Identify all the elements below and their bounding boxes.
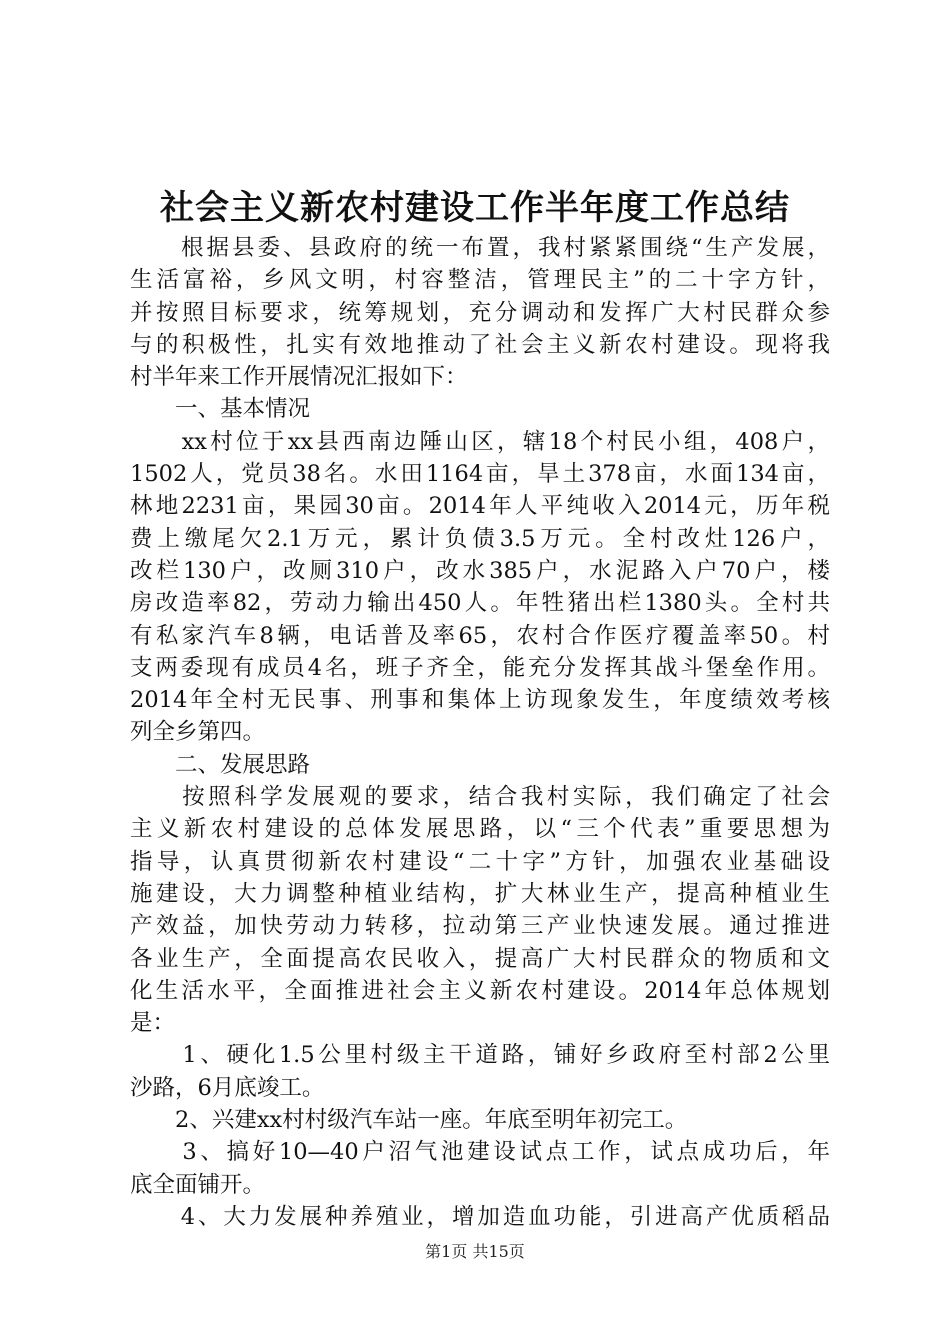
text-line: 根据县委、县政府的统一布置，我村紧紧围绕“生产发展， — [130, 235, 830, 261]
text-line: 并按照目标要求，统筹规划，充分调动和发挥广大村民群众参 — [130, 299, 830, 326]
page-footer: 第1页 共15页 — [425, 1242, 525, 1261]
text-line: 4、大力发展种养殖业，增加造血功能，引进高产优质稻品 — [130, 1203, 830, 1230]
text-line: 2、兴建xx村村级汽车站一座。年底至明年初完工。 — [130, 1107, 688, 1134]
text-line: 沙路，6月底竣工。 — [130, 1074, 325, 1101]
text-line: 施建设，大力调整种植业结构，扩大林业生产，提高种植业生 — [130, 880, 830, 907]
document-title: 社会主义新农村建设工作半年度工作总结 — [160, 188, 790, 228]
text-line: 生活富裕，乡风文明，村容整洁，管理民主”的二十字方针， — [130, 267, 830, 294]
text-line: 是： — [130, 1010, 176, 1037]
text-line: 各业生产，全面提高农民收入，提高广大村民群众的物质和文 — [130, 945, 830, 972]
document-body — [130, 232, 830, 1233]
text-line: 主义新农村建设的总体发展思路，以“三个代表”重要思想为 — [130, 816, 830, 843]
text-line: 3、搞好10—40户沼气池建设试点工作，试点成功后，年 — [130, 1139, 830, 1166]
text-line: 费上缴尾欠2.1万元，累计负债3.5万元。全村改灶126户， — [130, 525, 830, 552]
text-line: 支两委现有成员4名，班子齐全，能充分发挥其战斗堡垒作用。 — [130, 654, 830, 681]
text-line: 按照科学发展观的要求，结合我村实际，我们确定了社会 — [130, 784, 830, 811]
text-line: 改栏130户，改厕310户，改水385户，水泥路入户70户，楼 — [130, 557, 830, 584]
text-line: 林地2231亩，果园30亩。2014年人平纯收入2014元，历年税 — [130, 493, 830, 520]
text-line: 2014年全村无民事、刑事和集体上访现象发生，年度绩效考核 — [130, 687, 830, 714]
text-line: 列全乡第四。 — [130, 719, 266, 746]
text-line: 有私家汽车8辆，电话普及率65，农村合作医疗覆盖率50。村 — [130, 622, 830, 649]
text-line: xx村位于xx县西南边陲山区，辖18个村民小组，408户， — [130, 428, 830, 455]
text-line: 村半年来工作开展情况汇报如下： — [130, 364, 468, 391]
text-line: 1502人，党员38名。水田1164亩，旱土378亩，水面134亩， — [130, 461, 830, 488]
text-line: 与的积极性，扎实有效地推动了社会主义新农村建设。现将我 — [130, 331, 830, 358]
text-line: 底全面铺开。 — [130, 1171, 266, 1198]
text-line: 房改造率82，劳动力输出450人。年牲猪出栏1380头。全村共 — [130, 590, 830, 617]
text-line: 1、硬化1.5公里村级主干道路，铺好乡政府至村部2公里 — [130, 1042, 830, 1069]
text-line: 二、发展思路 — [130, 751, 311, 778]
text-line: 产效益，加快劳动力转移，拉动第三产业快速发展。通过推进 — [130, 913, 830, 940]
text-line: 指导，认真贯彻新农村建设“二十字”方针，加强农业基础设 — [130, 848, 830, 875]
text-line: 化生活水平，全面推进社会主义新农村建设。2014年总体规划 — [130, 977, 830, 1004]
text-line: 一、基本情况 — [130, 396, 311, 423]
